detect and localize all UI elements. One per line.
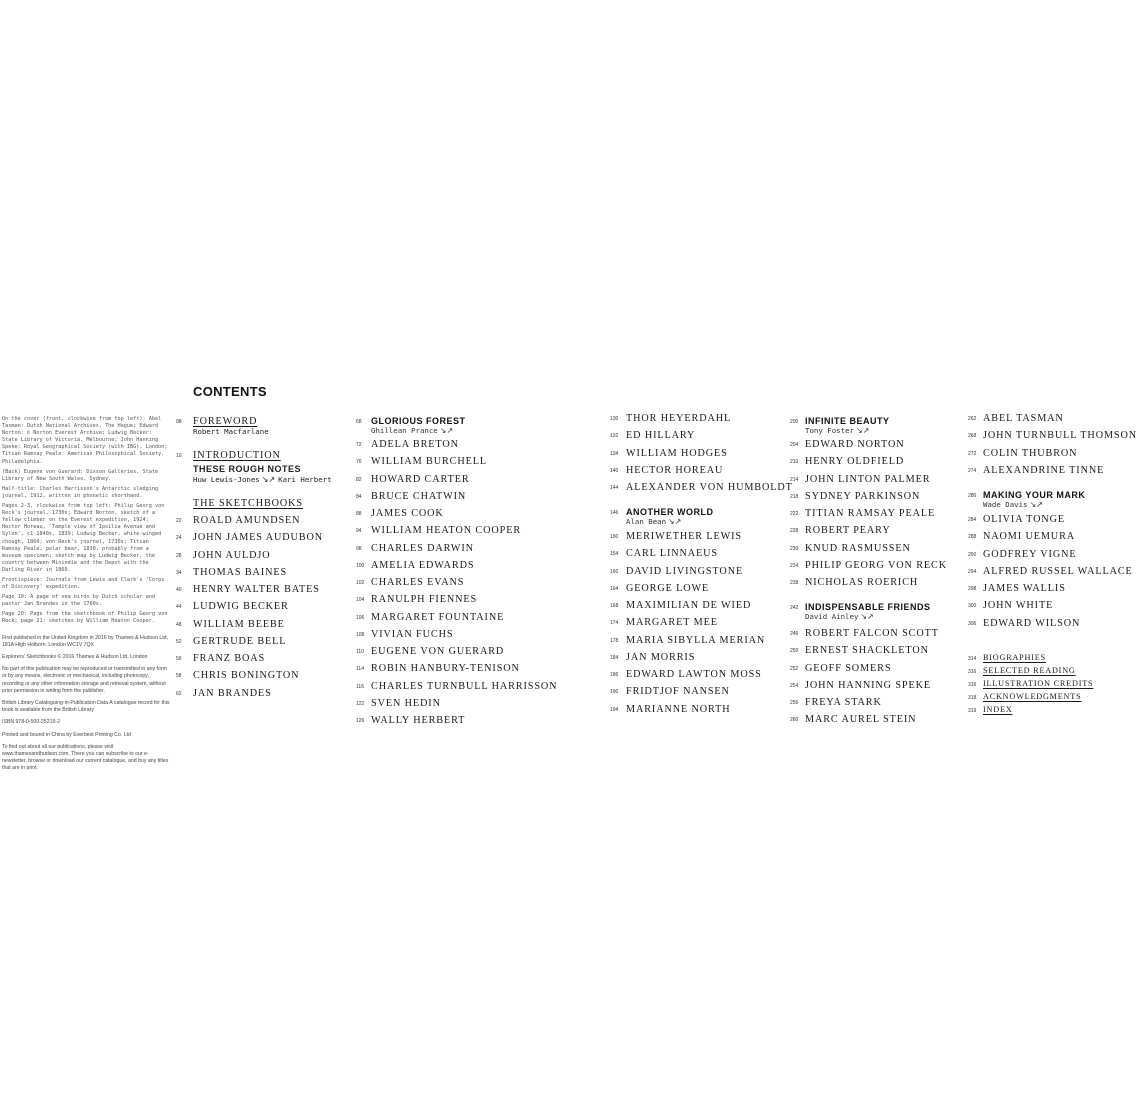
page-number: 222 bbox=[790, 511, 799, 517]
entry-name: SVEN HEDIN bbox=[371, 697, 441, 709]
page-number: 48 bbox=[176, 621, 182, 628]
cover-credit-paragraph: Half-title: Charles Harrisson's Antarctic sledging journal, 1912, written in phonetic shorthand. bbox=[2, 485, 159, 499]
page-number: 134 bbox=[610, 450, 619, 457]
entry-name: EUGENE VON GUERARD bbox=[371, 646, 505, 657]
page-number: 10 bbox=[176, 453, 182, 459]
arrow-tick-icon: ↘↗ bbox=[668, 517, 682, 526]
author-name: Kari Herbert bbox=[278, 475, 332, 484]
entry-name: ACKNOWLEDGMENTS bbox=[983, 692, 1082, 701]
publishing-info-paragraph: No part of this publication may be reproduced or transmitted in any form or by any means, electronic or mechanical, including photocopy, recording or any other information storage and retrieval system, without prior permission in writing from the publisher. bbox=[2, 666, 167, 694]
publishing-info-paragraph: To find out about all our publications, please visit www.thamesandhudson.com. There you can subscribe to our e-newsletter, browse or download our current catalogue, and buy any titles that are in print. bbox=[2, 743, 169, 772]
cover-credit-paragraph: On the cover (front, clockwise from top left): Abel Tasman: Dutch National Archives, The Hague; Edward Norton: © Norton Everest Archive; Ludwig Becker: State Library of Victoria, Melbourne; John Hanning Speke: Royal Geographical Society (with IBG), London; Titian Ramsay Peale: American Philosophical Society, Philadelphia. bbox=[2, 416, 168, 465]
page-number: 114 bbox=[356, 666, 364, 673]
publishing-info-paragraph: Explorers' Sketchbooks © 2016 Thames & Hudson Ltd, London bbox=[2, 653, 148, 660]
page-number: 268 bbox=[968, 433, 977, 440]
section-author bbox=[371, 426, 453, 435]
page-number: 262 bbox=[968, 416, 977, 422]
page-number: 72 bbox=[356, 442, 362, 448]
entry-name: ERNEST SHACKLETON bbox=[805, 645, 929, 657]
page-number: 200 bbox=[790, 419, 799, 425]
section-title: INFINITE BEAUTY bbox=[805, 416, 890, 426]
entry-name: SYDNEY PARKINSON bbox=[805, 490, 921, 502]
entry-name: FRANZ BOAS bbox=[193, 653, 266, 664]
author-name: Huw Lewis-Jones bbox=[193, 475, 260, 484]
page-number: 294 bbox=[968, 568, 977, 575]
page-number: 234 bbox=[790, 562, 799, 569]
page-number: 76 bbox=[356, 459, 362, 466]
entry-name: AMELIA EDWARDS bbox=[371, 559, 475, 571]
entry-name: ADELA BRETON bbox=[371, 439, 459, 450]
cover-credit-paragraph: Page 10: A page of sea birds by Dutch scholar and pastor Jan Brandes in the 1780s. bbox=[2, 594, 156, 608]
entry-name: HECTOR HOREAU bbox=[626, 464, 724, 476]
entry-name: BIOGRAPHIES bbox=[983, 653, 1046, 662]
entry-name: ROALD AMUNDSEN bbox=[193, 515, 301, 526]
arrow-tick-icon: ↘↗ bbox=[261, 475, 276, 484]
entry-name: THOMAS BAINES bbox=[193, 566, 288, 578]
page-number: 298 bbox=[968, 586, 977, 592]
entry-name: ALEXANDRINE TINNE bbox=[983, 464, 1105, 476]
page-number: 280 bbox=[968, 493, 977, 499]
page-number: 242 bbox=[790, 605, 799, 611]
page-number: 290 bbox=[968, 551, 977, 558]
arrow-tick-icon: ↘↗ bbox=[439, 426, 454, 435]
entry-name: RANULPH FIENNES bbox=[371, 594, 478, 606]
entry-name: TITIAN RAMSAY PEALE bbox=[805, 508, 936, 519]
page-number: 228 bbox=[790, 528, 799, 535]
entry-name: JAN MORRIS bbox=[626, 651, 696, 663]
entry-name: MARC AUREL STEIN bbox=[805, 714, 917, 726]
page-number: 84 bbox=[356, 493, 362, 500]
entry-name: JOHN JAMES AUDUBON bbox=[193, 532, 323, 544]
cover-credit-paragraph: Pages 2-3, clockwise from top left: Philip Georg von Reck's journal, 1730s; Edward Norton, sketch of a fellow climber on the Everest expedition, 1924; Hector Horeau, 'Temple view of Ipsilia Avenue and Sylon', c1-1840s, 1839; Ludwig Becker, white-winged chough, 1860; von Reck's journal, 1730s; Titian Ramsay Peale, polar bear, 1830, probably from a museum specimen; sketch map by Ludwig Becker, the country between Minindie and the Depot with the Darling River in 1860. bbox=[2, 503, 165, 573]
entry-name: EDWARD LAWTON MOSS bbox=[626, 669, 762, 680]
page-number: 260 bbox=[790, 717, 799, 724]
page-number: 178 bbox=[610, 637, 619, 644]
arrow-tick-icon: ↘↗ bbox=[855, 426, 870, 435]
page-number: 130 bbox=[610, 416, 619, 422]
entry-name: CARL LINNAEUS bbox=[626, 548, 718, 560]
author-name: Tony Foster bbox=[805, 426, 854, 435]
entry-name: KNUD RASMUSSEN bbox=[805, 542, 911, 554]
page-number: 34 bbox=[176, 569, 182, 576]
page-number: 210 bbox=[790, 459, 799, 466]
entry-name: WILLIAM HODGES bbox=[626, 447, 728, 459]
entry-name: WILLIAM HEATON COOPER bbox=[371, 525, 522, 537]
entry-name: WILLIAM BEEBE bbox=[193, 618, 285, 630]
page-number: 126 bbox=[356, 718, 365, 724]
page-number: 246 bbox=[790, 631, 799, 637]
section-author bbox=[805, 612, 874, 621]
entry-name: GEORGE LOWE bbox=[626, 582, 710, 594]
section-title: ANOTHER WORLD bbox=[626, 507, 714, 517]
sketchbooks-heading: THE SKETCHBOOKS bbox=[193, 498, 304, 509]
page-number: 88 bbox=[356, 511, 362, 517]
imprint-column bbox=[2, 416, 170, 778]
cover-credit-paragraph: Page 20: Page from the sketchbook of Philip Georg von Reck; page 21: sketches by William Heaton Cooper. bbox=[2, 611, 168, 625]
page-number: 82 bbox=[356, 476, 362, 483]
page-number: 140 bbox=[610, 467, 619, 474]
page-number: 24 bbox=[176, 535, 182, 542]
author-name: Alan Bean bbox=[626, 517, 667, 526]
entry-name: JAN BRANDES bbox=[193, 687, 272, 699]
section-author bbox=[626, 517, 681, 526]
page-number: 218 bbox=[790, 493, 799, 500]
entry-name: EDWARD NORTON bbox=[805, 439, 905, 450]
entry-name: JOHN LINTON PALMER bbox=[805, 473, 931, 485]
foreword-author: Robert Macfarlane bbox=[193, 427, 269, 436]
page-number: 106 bbox=[356, 614, 365, 621]
page-number: 314 bbox=[968, 656, 977, 662]
page-number: 184 bbox=[610, 654, 619, 661]
entry-name: MARIA SIBYLLA MERIAN bbox=[626, 634, 766, 646]
arrow-tick-icon: ↘↗ bbox=[860, 612, 874, 621]
page-number: 186 bbox=[610, 672, 619, 678]
page-number: 58 bbox=[176, 673, 182, 680]
entry-name: JAMES WALLIS bbox=[983, 583, 1066, 594]
section-title: MAKING YOUR MARK bbox=[983, 490, 1086, 500]
entry-name: MARIANNE NORTH bbox=[626, 703, 731, 715]
page-number: 164 bbox=[610, 585, 619, 592]
page-number: 132 bbox=[610, 433, 619, 440]
page-number: 306 bbox=[968, 620, 977, 627]
publishing-info-paragraph: ISBN 978-0-500-25219-2 bbox=[2, 719, 60, 726]
page-number: 316 bbox=[968, 669, 977, 675]
entry-name: ROBERT PEARY bbox=[805, 525, 891, 537]
author-name: Ghillean Prance bbox=[371, 426, 438, 435]
entry-name: GERTRUDE BELL bbox=[193, 635, 287, 647]
entry-name: OLIVIA TONGE bbox=[983, 514, 1066, 525]
page-number: 110 bbox=[356, 649, 364, 655]
publishing-info-paragraph: Printed and bound in China by Everbest Printing Co. Ltd bbox=[2, 731, 131, 738]
page-number: 254 bbox=[790, 682, 799, 689]
section-title: GLORIOUS FOREST bbox=[371, 416, 466, 426]
entry-name: DAVID LIVINGSTONE bbox=[626, 565, 744, 577]
entry-name: EDWARD WILSON bbox=[983, 617, 1081, 629]
entry-name: INDEX bbox=[983, 705, 1013, 714]
publishing-info-paragraph: First published in the United Kingdom in 2016 by Thames & Hudson Ltd, 181A High Holborn, London WC1V 7QX bbox=[2, 634, 168, 648]
introduction-title: INTRODUCTION bbox=[193, 450, 281, 461]
page-number: 08 bbox=[176, 419, 182, 425]
entry-name: NICHOLAS ROERICH bbox=[805, 577, 919, 588]
page-number: 190 bbox=[610, 689, 619, 696]
page-number: 250 bbox=[790, 648, 799, 655]
page-number: 108 bbox=[356, 631, 365, 638]
page-number: 174 bbox=[610, 620, 619, 627]
page-number: 102 bbox=[356, 580, 365, 586]
entry-name: ED HILLARY bbox=[626, 430, 696, 442]
entry-name: GEOFF SOMERS bbox=[805, 662, 892, 674]
page-number: 68 bbox=[356, 419, 362, 425]
page-number: 288 bbox=[968, 534, 977, 541]
entry-name: JOHN TURNBULL THOMSON bbox=[983, 430, 1137, 442]
page-number: 154 bbox=[610, 551, 619, 558]
page-number: 122 bbox=[356, 700, 365, 707]
page-number: 28 bbox=[176, 552, 182, 559]
page-number: 194 bbox=[610, 706, 619, 713]
entry-name: JOHN WHITE bbox=[983, 600, 1054, 612]
page-number: 252 bbox=[790, 665, 799, 672]
page-number: 256 bbox=[790, 700, 799, 706]
entry-name: ROBIN HANBURY-TENISON bbox=[371, 663, 520, 675]
page-number: 318 bbox=[968, 695, 977, 701]
page-number: 300 bbox=[968, 603, 977, 610]
cover-credit-paragraph: Frontispiece: Journals from Lewis and Clark's 'Corps of Discovery' expedition. bbox=[2, 576, 165, 591]
entry-name: ILLUSTRATION CREDITS bbox=[983, 679, 1094, 688]
publishing-info-paragraph: British Library Cataloguing-in-Publication Data A catalogue record for this book is available from the British Library bbox=[2, 699, 170, 714]
entry-name: GODFREY VIGNE bbox=[983, 548, 1077, 560]
entry-name: MERIWETHER LEWIS bbox=[626, 531, 742, 542]
section-author bbox=[805, 426, 869, 435]
page-number: 146 bbox=[610, 510, 619, 516]
arrow-tick-icon: ↘↗ bbox=[1029, 500, 1043, 509]
entry-name: PHILIP GEORG VON RECK bbox=[805, 559, 948, 571]
section-author bbox=[983, 500, 1043, 509]
entry-name: JOHN AULDJO bbox=[193, 549, 271, 561]
entry-name: MARGARET FOUNTAINE bbox=[371, 611, 505, 623]
entry-name: COLIN THUBRON bbox=[983, 447, 1078, 459]
entry-name: CHRIS BONINGTON bbox=[193, 670, 300, 682]
page-number: 284 bbox=[968, 517, 977, 523]
cover-credit-paragraph: (Back) Eugene von Guerard: Dixson Galleries, State Library of New South Wales, Sydney. bbox=[2, 468, 159, 482]
entry-name: THOR HEYERDAHL bbox=[626, 413, 732, 424]
page-number: 214 bbox=[790, 476, 799, 483]
entry-name: NAOMI UEMURA bbox=[983, 531, 1076, 543]
page-number: 98 bbox=[356, 545, 362, 552]
page-number: 204 bbox=[790, 442, 799, 448]
page-number: 22 bbox=[176, 518, 182, 524]
page-number: 52 bbox=[176, 638, 182, 645]
entry-name: CHARLES DARWIN bbox=[371, 542, 474, 554]
entry-name: JOHN HANNING SPEKE bbox=[805, 679, 931, 691]
page-number: 94 bbox=[356, 528, 362, 535]
contents-heading: CONTENTS bbox=[193, 384, 267, 399]
page-number: 238 bbox=[790, 580, 799, 586]
page-number: 150 bbox=[610, 534, 619, 540]
page-number: 230 bbox=[790, 545, 799, 552]
page-number: 62 bbox=[176, 690, 182, 697]
page-number: 116 bbox=[356, 683, 364, 690]
introduction-subtitle: THESE ROUGH NOTES bbox=[193, 464, 302, 474]
entry-name: VIVIAN FUCHS bbox=[371, 628, 454, 640]
entry-name: FREYA STARK bbox=[805, 697, 882, 708]
entry-name: MARGARET MEE bbox=[626, 617, 718, 629]
entry-name: JAMES COOK bbox=[371, 508, 444, 519]
entry-name: HENRY WALTER BATES bbox=[193, 584, 320, 595]
page-number: 319 bbox=[968, 708, 977, 714]
page-number: 160 bbox=[610, 568, 619, 575]
entry-name: ALEXANDER VON HUMBOLDT bbox=[626, 482, 793, 493]
entry-name: BRUCE CHATWIN bbox=[371, 490, 467, 502]
entry-name: CHARLES EVANS bbox=[371, 577, 465, 588]
section-title: INDISPENSABLE FRIENDS bbox=[805, 602, 931, 612]
page-number: 144 bbox=[610, 485, 619, 491]
foreword-title: FOREWORD bbox=[193, 416, 258, 427]
author-name: David Ainley bbox=[805, 612, 859, 621]
page-number: 100 bbox=[356, 562, 365, 569]
entry-name: WILLIAM BURCHELL bbox=[371, 456, 487, 468]
entry-name: MAXIMILIAN DE WIED bbox=[626, 600, 752, 611]
page-number: 274 bbox=[968, 467, 977, 474]
entry-name: HOWARD CARTER bbox=[371, 473, 470, 485]
entry-name: ALFRED RUSSEL WALLACE bbox=[983, 565, 1133, 577]
page-number: 316 bbox=[968, 682, 977, 688]
introduction-authors bbox=[193, 475, 332, 484]
page-number: 104 bbox=[356, 597, 365, 604]
page-number: 56 bbox=[176, 656, 182, 662]
entry-name: FRIDTJOF NANSEN bbox=[626, 686, 730, 698]
page-number: 40 bbox=[176, 587, 182, 593]
page-number: 44 bbox=[176, 604, 182, 611]
entry-name: SELECTED READING bbox=[983, 666, 1076, 675]
page-number: 168 bbox=[610, 603, 619, 609]
entry-name: CHARLES TURNBULL HARRISSON bbox=[371, 680, 558, 692]
author-name: Wade Davis bbox=[983, 500, 1028, 509]
entry-name: WALLY HERBERT bbox=[371, 715, 466, 726]
entry-name: LUDWIG BECKER bbox=[193, 601, 289, 613]
entry-name: HENRY OLDFIELD bbox=[805, 456, 905, 468]
entry-name: ROBERT FALCON SCOTT bbox=[805, 628, 939, 639]
page-number: 272 bbox=[968, 450, 977, 457]
entry-name: ABEL TASMAN bbox=[983, 413, 1064, 424]
